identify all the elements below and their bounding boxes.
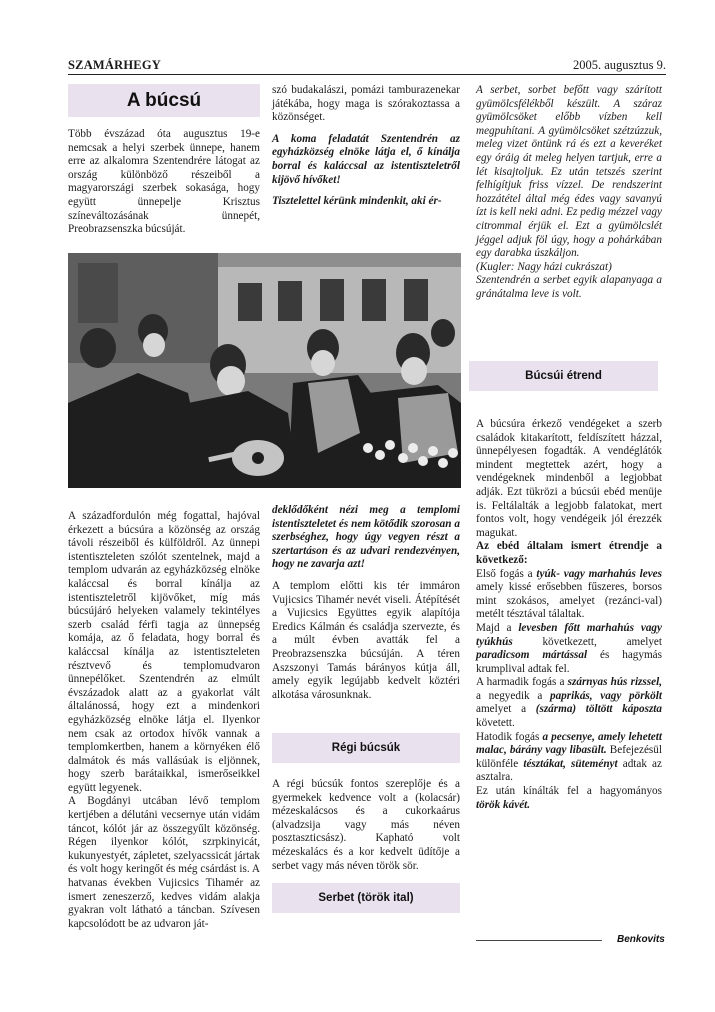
menu-section-header [469,361,658,391]
column-1-top [68,128,260,237]
article-title-box [68,84,260,117]
menu-intro: A búcsúra érkező vendégeket a szerb családok kitakarított, feldíszített házzal, ünnepélyesen fogadták. A vendéglátók mindent megtettek azért, hogy a vendégeknek mindenből a legjobbat adják. Ezt tükrözi a búcsúi ebéd menüje is. Feltálalták a legjobb falatokat, mert fontos volt, hogy vendégeik jól érezzék magukat. [476,418,662,539]
column-1-bottom [68,510,260,931]
menu-section-title: Búcsúi étrend [525,370,602,382]
festival-photo [68,253,461,488]
serbet-recipe: A serbet, sorbet befőtt vagy szárított gyümölcsfélékből készült. A száraz gyümölcsöket előbb vízben kell megpuhítani. A gyümölcsöket szétzúzzuk, meleg vizet öntünk rá és ezt a keveréket egy óráig át meleg helyen tartjuk, erre a lét kisajtoljuk. Ez után tetszés szerint felhígítjuk friss vízzel. De rendszerint hozzátétel által még édes vagy savanyú ízt is kell neki adni. Ez pedig mézzel vagy citrommal érjük el. Ezt a gyümölcslét jéggel adjuk föl úgy, hogy a pohárkában egy darabka úszkáljon. [476,84,662,260]
column-3-recipe [476,84,662,302]
author-rule [476,940,602,941]
article-title: A búcsú [126,89,202,111]
intro-paragraph: Több évszázad óta augusztus 19-e nemcsak a helyi szerbek ünnepe, hanem erre az alkalomra Szentendrére látogat az ország különböző részeiből a magyarországi szerbek sokasága, hogy együtt ünnepelje Krisztus színeváltozásának ünnepét, Preobrazsenszka búcsúját. [68,128,260,236]
menu-course-3-5: A harmadik fogás a szárnyas hús rizssel, a negyedik a paprikás, vagy pörkölt amelyet a (szárma) töltött káposzta követett. [476,676,663,730]
old-festivals-text [272,778,460,873]
menu-course-2: Majd a levesben főtt marhahús vagy tyúkhús következett, amelyet paradicsom mártással és hagymás krumplival adtak fel. [476,621,662,675]
menu-lead: Az ebéd általam ismert étrendje a következő: [476,540,662,566]
column-3-menu [476,418,662,812]
old-festivals-header [272,733,460,763]
closing-request: Tisztelettel kérünk mindenkit, aki ér- [272,195,442,208]
header-divider [68,74,666,75]
old-festivals-paragraph: A régi búcsúk fontos szereplője és a gyermekek kedvence volt a (kolacsár) mézeskalácsos és a cukorkaárus (alvadzsija vagy más néven posztaszticsász). Kapható volt mézeskalács és a kor kedvelt üdítője a serbet vagy más néven török sör. [272,778,460,872]
menu-coffee: Ez után kínálták fel a hagyományos török kávét. [476,785,662,811]
visitor-request: deklődőként nézi meg a templomi istentiszteletet és nem kötődik szorosan a szerbséghez, hogy úgy vegyen részt a szertartáson és az udvari rendezvényen, hogy ne zavarja azt! [272,504,460,571]
serbet-title: Serbet (török ital) [318,892,414,904]
recipe-source: (Kugler: Nagy házi cukrászat) [476,260,612,273]
menu-course-1: Első fogás a tyúk- vagy marhahús leves amely kissé erősebben fűszeres, borsos mint szokásos, amelyet (rezánci-val) metélt tésztával tálaltak. [476,567,663,621]
recipe-note: Szentendrén a serbet egyik alapanyaga a gránátalma leve is volt. [476,274,662,300]
history-paragraph: A századfordulón még fogattal, hajóval érkezett a búcsúra a közönség az ország távoli részeiből és külföldről. Az ünnepi istentiszteleten szólót szentelnek, majd a templom udvarán az egyházközség elnöke kaláccsal és borral kínálja az istentiszteletről kijövőket, míg más búcsújáró helyeken valamely tekintélyes szerb család férfi tagja az ünnepség komája, az ő feladata, hogy borral és kaláccsal kínálja az istentiszteleten résztvevő és templomudvaron ünnepélőket. Szentendrén az elmúlt évszázadok alatt az a gyakorlat vált általánossá, hogy ezt a mindenkori egyházközség elnöke látja el. Ilyenkor nem csak az ortodox hívők vannak a templomkertben, hanem a környéken élő dalmátok és más vallásúak is eljönnek, hogy szerb barátaikkal, ismerőseikkel együtt legyenek. [68,510,260,794]
column-2-bottom [272,504,460,702]
column-2-top [272,84,460,209]
issue-date: 2005. augusztus 9. [572,58,666,72]
koma-paragraph: A koma feladatát Szentendrén az egyházközség elnöke látja el, ő kínálja borral és kaláccsal az istentiszteletről kijövő hívőket! [272,132,460,186]
festival-photo-image [68,253,461,488]
publication-name: SZAMÁRHEGY [68,58,161,72]
menu-course-6: Hatodik fogás a pecsenye, amely lehetett malac, bárány vagy libasült. Befejezésül különféle tésztákat, süteményt adtak az asztalra. [476,730,662,784]
author-signature: Benkovits [617,934,665,945]
serbet-header [272,883,460,913]
square-paragraph: A templom előtti kis tér immáron Vujicsics Tihamér nevét viseli. Átépítését a Vujicsics Együttes egyik alapítója Eredics Kálmán és családja szervezte, és a múlt évben avatták fel a Preobrazsenszka búcsúján. A téren Aszszonyi Tamás bárányos kútja áll, amely egyik legújabb kedvelt köztéri alkotása városunknak. [272,579,460,701]
col2-continuation: szó budakalászi, pomázi tamburazenekar játékába, hogy maga is szórakoztassa a közönséget. [272,84,460,124]
dance-paragraph: A Bogdányi utcában lévő templom kertjében a délutáni vecsernye után vidám táncot, kólót jár az összegyűlt közönség. Régen ilyenkor kólót, szrpkinyicát, kukunyestyét, zápletet, szelyacssicát jártak és volt hogy keringőt és még csárdást is. A hatvanas években Vujicsics Tihamér az ismert zeneszerző, kedves vidám alakja gyakran volt látható a táncban. Szívesen kapcsolódott be az udvaron ját- [68,795,260,930]
old-festivals-title: Régi búcsúk [331,742,401,754]
